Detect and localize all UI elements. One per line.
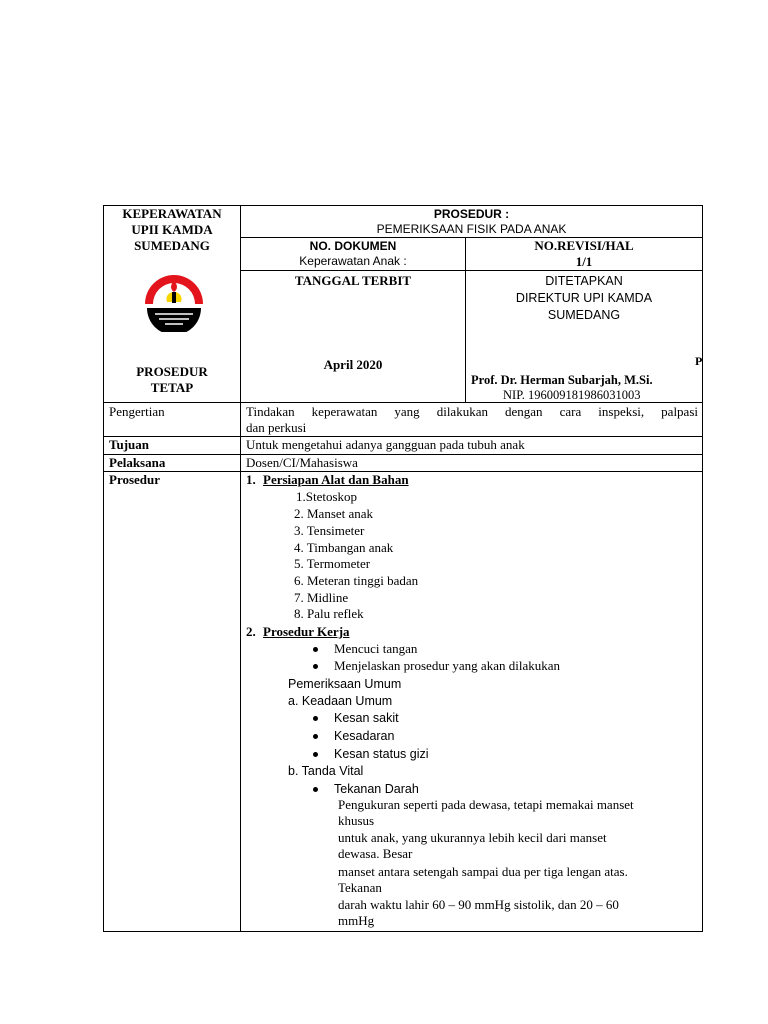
bullet-icon bbox=[313, 734, 318, 739]
row-label-pengertian: Pengertian bbox=[109, 404, 165, 419]
pengertian-text: Tindakan keperawatan yang dilakukan dengan cara inspeksi, palpasi bbox=[246, 404, 698, 419]
signer-name: Prof. Dr. Herman Subarjah, M.Si. bbox=[471, 373, 653, 387]
revision-value: 1/1 bbox=[575, 254, 593, 269]
tool-item: 3. Tensimeter bbox=[294, 523, 365, 538]
bp-text-line: darah waktu lahir 60 – 90 mmHg sistolik, dan 20 – 60 bbox=[338, 897, 619, 912]
upi-logo bbox=[143, 268, 205, 332]
sub-item: Kesan sakit bbox=[334, 711, 399, 725]
signer-nip: NIP. 196009181986031003 bbox=[503, 388, 641, 402]
bp-text-line: dewasa. Besar bbox=[338, 846, 413, 861]
approved-by-line: SUMEDANG bbox=[547, 308, 621, 322]
row-label-tujuan: Tujuan bbox=[109, 437, 149, 452]
sub-item: Kesan status gizi bbox=[334, 747, 429, 761]
table-border-left bbox=[103, 205, 104, 932]
row-label-prosedur: Prosedur bbox=[109, 472, 161, 487]
issued-date-label: TANGGAL TERBIT bbox=[294, 273, 412, 288]
org-name-line: SUMEDANG bbox=[134, 238, 210, 253]
org-name-line: KEPERAWATAN bbox=[122, 206, 222, 221]
approved-by-line: DIREKTUR UPI KAMDA bbox=[515, 291, 653, 305]
table-border-bottom bbox=[103, 931, 703, 932]
tool-item: 5. Termometer bbox=[294, 556, 371, 571]
sub-heading: a. Keadaan Umum bbox=[288, 694, 393, 708]
revision-label: NO.REVISI/HAL bbox=[534, 238, 634, 253]
tool-item: 2. Manset anak bbox=[294, 506, 374, 521]
table-divider bbox=[240, 270, 703, 271]
bp-text-line: mmHg bbox=[338, 913, 375, 928]
pengertian-text: dan perkusi bbox=[246, 420, 307, 435]
doc-number-value: Keperawatan Anak : bbox=[299, 254, 407, 268]
sub-heading: b. Tanda Vital bbox=[288, 764, 364, 778]
tool-item: 1.Stetoskop bbox=[296, 489, 358, 504]
exam-title: Pemeriksaan Umum bbox=[288, 677, 402, 691]
step-item: Menjelaskan prosedur yang akan dilakukan bbox=[334, 658, 560, 673]
row-label-pelaksana: Pelaksana bbox=[109, 455, 166, 470]
bullet-icon bbox=[313, 647, 318, 652]
procedure-type-line: PROSEDUR bbox=[136, 364, 208, 379]
cut-off-letter: P bbox=[695, 354, 703, 368]
org-name-line: UPII KAMDA bbox=[131, 222, 213, 237]
procedure-title: PEMERIKSAAN FISIK PADA ANAK bbox=[376, 222, 567, 236]
section-title: Persiapan Alat dan Bahan bbox=[263, 472, 409, 487]
section-number: 1. bbox=[246, 472, 256, 487]
bullet-icon bbox=[313, 664, 318, 669]
bp-text-line: untuk anak, yang ukurannya lebih kecil dari manset bbox=[338, 830, 607, 845]
bullet-icon bbox=[313, 787, 318, 792]
bp-text-line: khusus bbox=[338, 813, 375, 828]
pelaksana-text: Dosen/CI/Mahasiswa bbox=[246, 455, 358, 470]
sub-item: Kesadaran bbox=[334, 729, 395, 743]
bp-text-line: Tekanan bbox=[338, 880, 382, 895]
procedure-type-line: TETAP bbox=[150, 380, 194, 395]
issued-date: April 2020 bbox=[323, 357, 383, 372]
table-border-right bbox=[702, 205, 703, 932]
bp-text-line: Pengukuran seperti pada dewasa, tetapi memakai manset bbox=[338, 797, 634, 812]
tool-item: 6. Meteran tinggi badan bbox=[294, 573, 419, 588]
section-title: Prosedur Kerja bbox=[263, 624, 350, 639]
tujuan-text: Untuk mengetahui adanya gangguan pada tubuh anak bbox=[246, 437, 525, 452]
sub-item: Tekanan Darah bbox=[334, 782, 419, 796]
bp-text-line: manset antara setengah sampai dua per tiga lengan atas. bbox=[338, 864, 628, 879]
table-divider bbox=[103, 454, 703, 455]
tool-item: 4. Timbangan anak bbox=[294, 540, 394, 555]
procedure-title-label: PROSEDUR : bbox=[433, 207, 510, 221]
bullet-icon bbox=[313, 716, 318, 721]
doc-number-label: NO. DOKUMEN bbox=[309, 239, 397, 253]
tool-item: 8. Palu reflek bbox=[294, 606, 364, 621]
table-divider bbox=[240, 205, 241, 932]
approved-by-line: DITETAPKAN bbox=[545, 274, 623, 288]
tool-item: 7. Midline bbox=[294, 590, 349, 605]
section-number: 2. bbox=[246, 624, 256, 639]
step-item: Mencuci tangan bbox=[334, 641, 418, 656]
bullet-icon bbox=[313, 752, 318, 757]
